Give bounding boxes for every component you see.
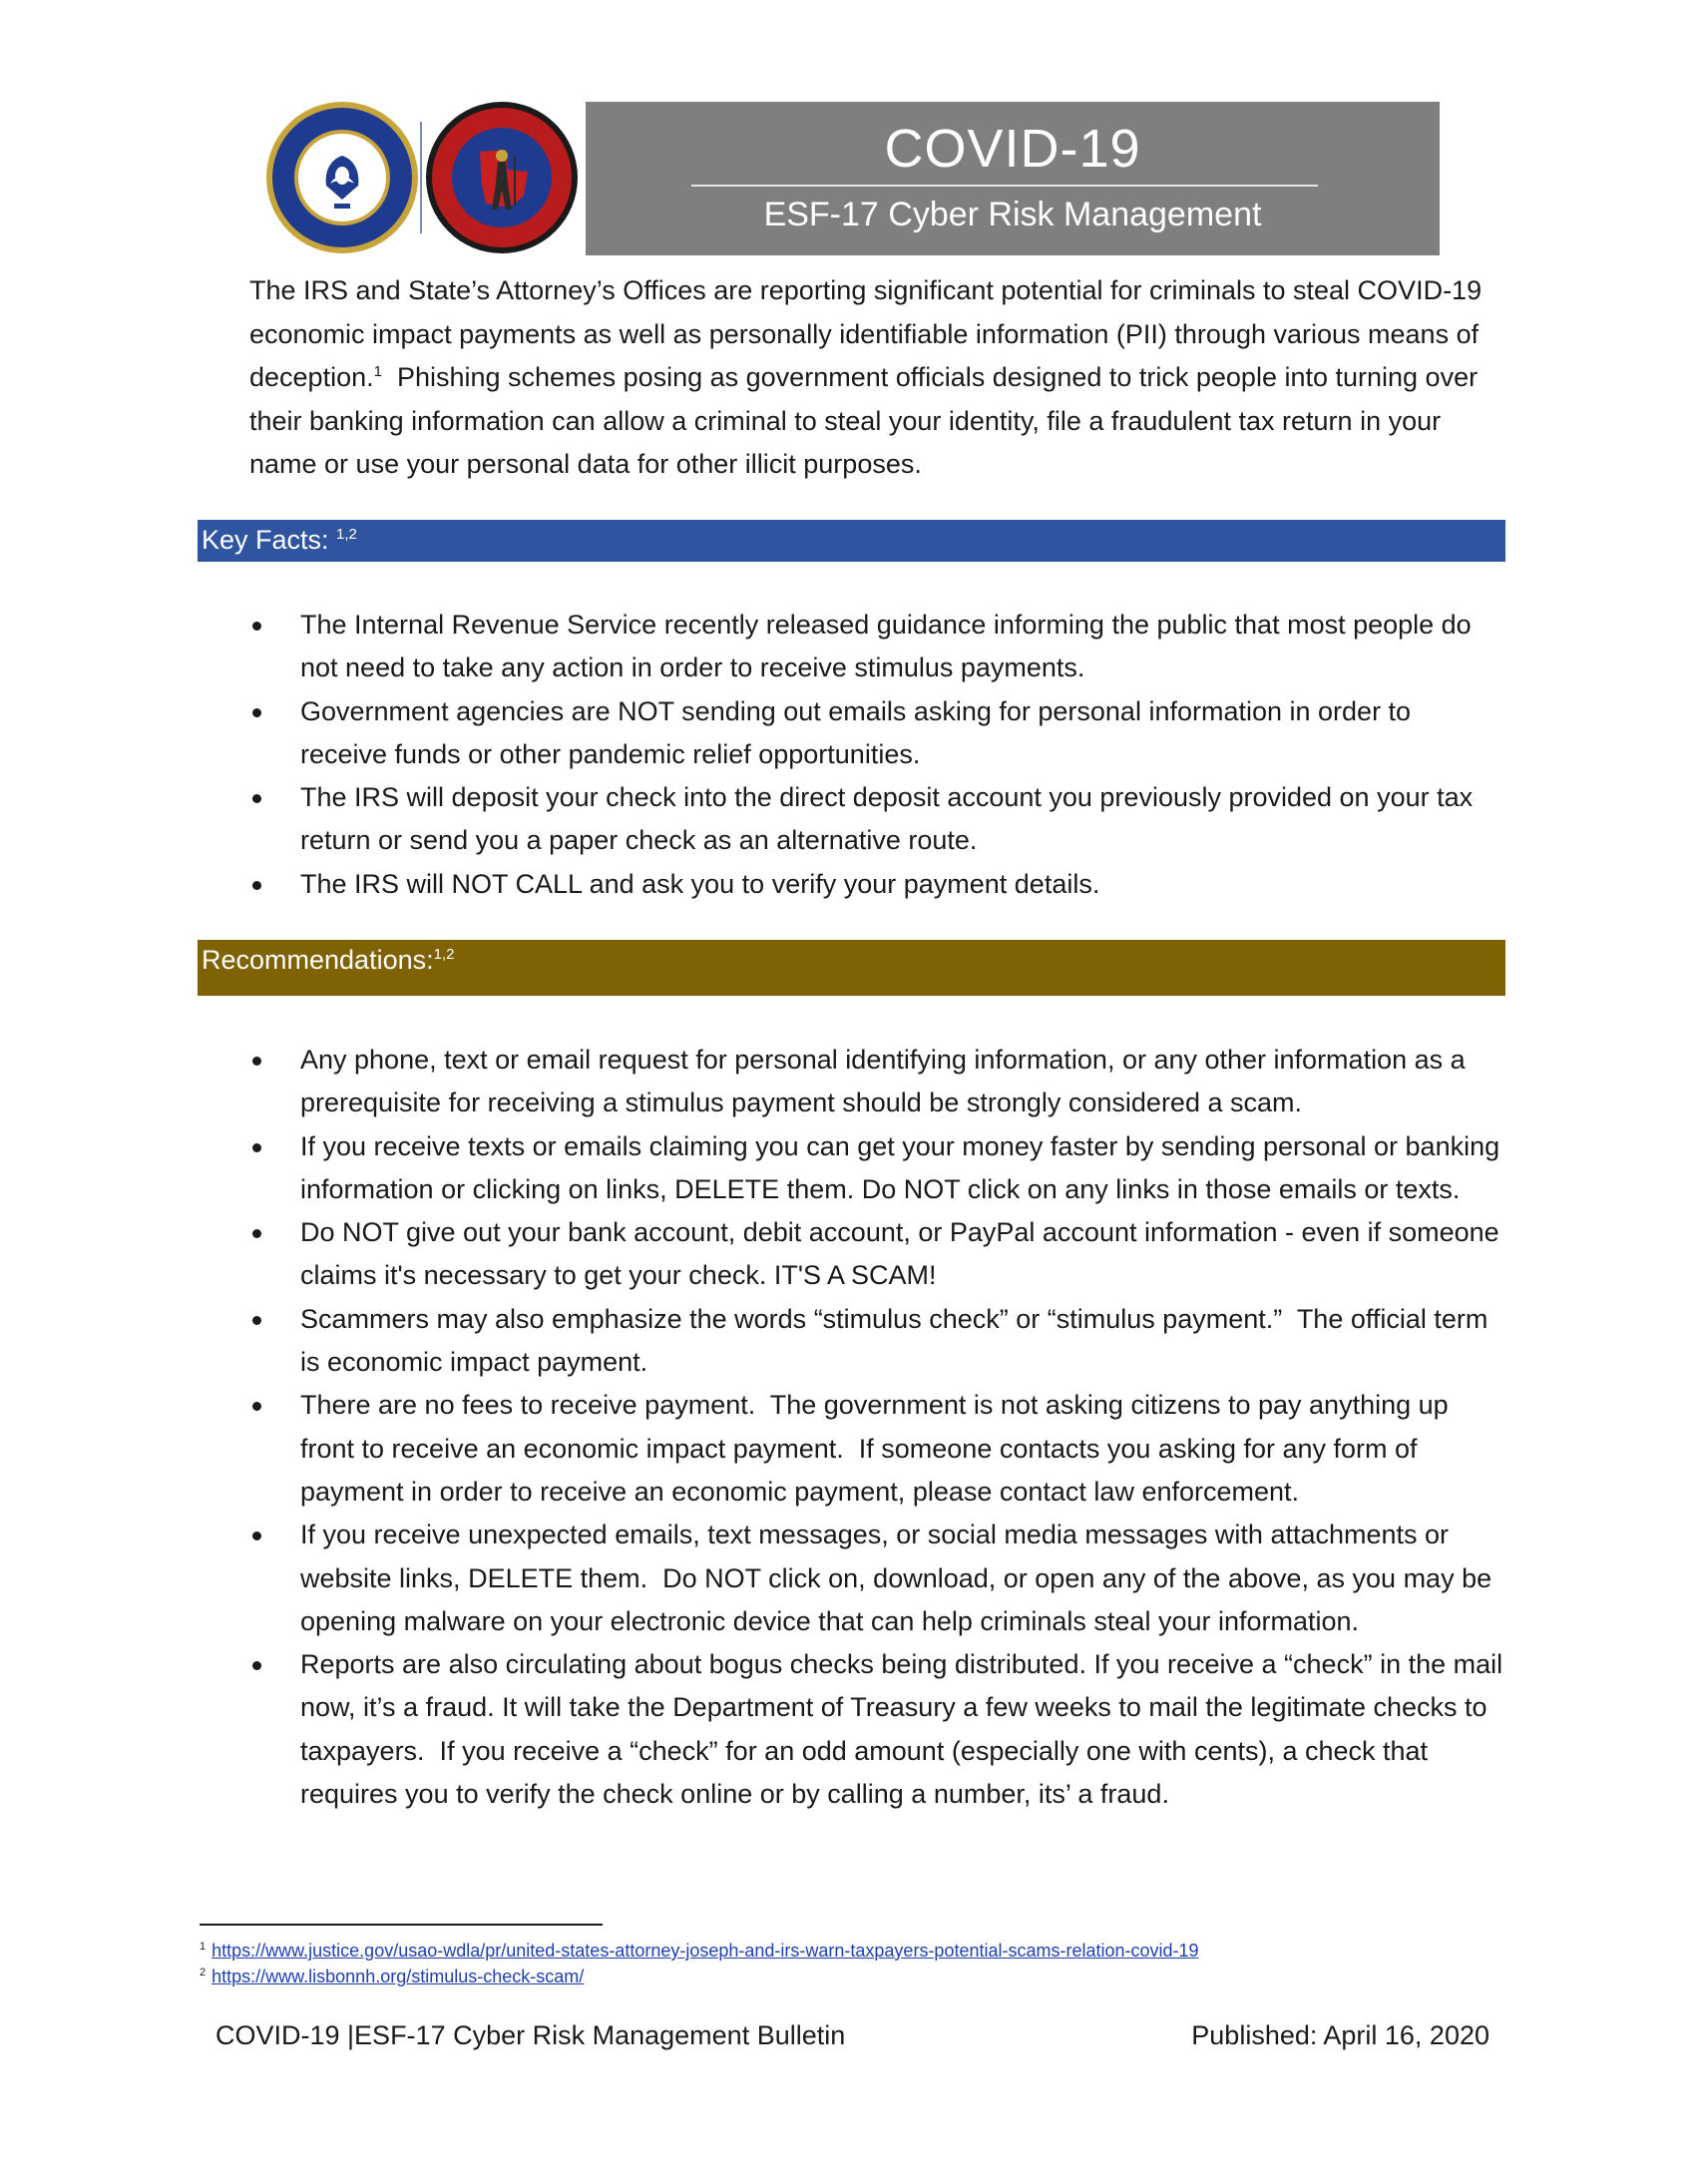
bullet-icon bbox=[252, 1661, 261, 1670]
recommendation-text: Do NOT give out your bank account, debit account, or PayPal account information - even if someone claims it's necessary to get your check. IT'S A SCAM! bbox=[300, 1217, 1499, 1291]
footnote-1 bbox=[200, 1938, 1199, 1964]
recommendation-text: Scammers may also emphasize the words “stimulus check” or “stimulus payment.” The official term is economic impact payment. bbox=[300, 1303, 1495, 1378]
key-fact-item bbox=[249, 690, 1504, 777]
page-footer bbox=[215, 2020, 1489, 2051]
bullet-icon bbox=[252, 1057, 261, 1066]
recommendation-text: If you receive unexpected emails, text messages, or social media messages with attachments or website links, DELETE them. Do NOT click on, download, or open any of the above, as you may be opening malware on your electronic device that can help criminals steal your information. bbox=[300, 1520, 1499, 1636]
recommendation-item bbox=[249, 1384, 1504, 1514]
key-fact-text: The IRS will deposit your check into the direct deposit account you previously provided on your tax return or send you a paper check as an alternative route. bbox=[300, 782, 1474, 856]
intro-paragraph bbox=[249, 269, 1496, 487]
title-banner bbox=[586, 102, 1440, 255]
bulletin-header bbox=[264, 100, 1440, 259]
bullet-icon bbox=[252, 708, 261, 717]
key-facts-list bbox=[249, 604, 1504, 906]
bullet-icon bbox=[252, 1143, 261, 1152]
recommendation-text: Reports are also circulating about bogus checks being distributed. If you receive a “check” in the mail now, it’s a fraud. It will take the Department of Treasury a few weeks to mail the legitimate checks to taxpayers. If you receive a “check” for an odd amount (especially one with cents), a check that requires you to verify the check online or by calling a number, its’ a fraud. bbox=[300, 1649, 1510, 1810]
footer-bulletin-name: COVID-19 |ESF-17 Cyber Risk Management Bulletin bbox=[215, 2020, 846, 2050]
bullet-icon bbox=[252, 622, 261, 631]
bullet-icon bbox=[252, 1229, 261, 1238]
key-fact-text: The IRS will NOT CALL and ask you to verify your payment details. bbox=[300, 868, 1100, 899]
footnotes bbox=[200, 1938, 1199, 1989]
recommendation-text: If you receive texts or emails claiming you can get your money faster by sending personal or banking information or clicking on links, DELETE them. Do NOT click on any links in those emails or texts. bbox=[300, 1130, 1500, 1204]
recommendation-item bbox=[249, 1125, 1504, 1212]
recommendation-text: There are no fees to receive payment. The government is not asking citizens to pay anything up front to receive an economic impact payment. If someone contacts you asking for any form of payment in order to receive an economic payment, please contact law enforcement. bbox=[300, 1390, 1457, 1507]
recommendation-text: Any phone, text or email request for personal identifying information, or any other information as a prerequisite for receiving a stimulus payment should be strongly considered a scam. bbox=[300, 1045, 1466, 1118]
footnote-link-lisbonnh[interactable]: https://www.lisbonnh.org/stimulus-check-scam/ bbox=[212, 1966, 585, 1986]
bullet-icon bbox=[252, 881, 261, 890]
recommendations-list bbox=[249, 1039, 1510, 1816]
logo-divider bbox=[420, 122, 422, 233]
key-fact-item bbox=[249, 604, 1504, 690]
key-fact-text: Government agencies are NOT sending out emails asking for personal information in order to receive funds or other pandemic relief opportunities. bbox=[300, 695, 1412, 769]
recommendation-item bbox=[249, 1514, 1504, 1643]
footnote-link-justice-gov[interactable]: https://www.justice.gov/usao-wdla/pr/united-states-attorney-joseph-and-irs-warn-taxpayers-potential-scams-relation-covid-19 bbox=[212, 1941, 1199, 1961]
recommendation-item bbox=[249, 1298, 1504, 1385]
title-divider bbox=[691, 185, 1318, 187]
recommendation-item bbox=[249, 1211, 1504, 1298]
bulletin-subtitle: ESF-17 Cyber Risk Management bbox=[763, 196, 1262, 233]
intro-footnote-ref: 1 bbox=[373, 363, 382, 380]
key-fact-item bbox=[249, 776, 1504, 863]
key-facts-heading bbox=[198, 520, 1505, 562]
recommendations-footnote-ref: 1,2 bbox=[433, 946, 455, 963]
footnote-separator bbox=[200, 1924, 603, 1926]
bullet-icon bbox=[252, 1531, 261, 1540]
footer-published-date: Published: April 16, 2020 bbox=[1191, 2020, 1489, 2050]
footnote-number: 2 bbox=[200, 1966, 207, 1978]
intro-text-part1: The IRS and State’s Attorney’s Offices are reporting significant potential for criminals to steal COVID-19 economic impact payments as well as personally identifiable information (PII) through various means of deception. bbox=[249, 275, 1483, 392]
bullet-icon bbox=[252, 1316, 261, 1325]
key-fact-item bbox=[249, 863, 1504, 906]
gohsep-seal-logo bbox=[264, 100, 420, 255]
bullet-icon bbox=[252, 794, 261, 803]
recommendations-heading bbox=[198, 940, 1505, 996]
footnote-number: 1 bbox=[200, 1941, 207, 1953]
recommendations-heading-label: Recommendations: bbox=[202, 945, 434, 975]
key-facts-footnote-ref: 1,2 bbox=[336, 526, 357, 543]
recommendation-item bbox=[249, 1039, 1504, 1125]
recommendation-item bbox=[249, 1643, 1510, 1816]
intro-text-part2: Phishing schemes posing as government officials designed to trick people into turning over their banking information can allow a criminal to steal your identity, file a fraudulent tax return in your name or use your personal data for other illicit purposes. bbox=[249, 362, 1485, 479]
key-facts-heading-label: Key Facts: bbox=[202, 525, 337, 555]
footnote-2 bbox=[200, 1964, 1199, 1989]
bulletin-title: COVID-19 bbox=[884, 119, 1141, 179]
key-fact-text: The Internal Revenue Service recently released guidance informing the public that most people do not need to take any action in order to receive stimulus payments. bbox=[300, 610, 1472, 683]
bullet-icon bbox=[252, 1402, 261, 1411]
louisiana-national-guard-seal-logo bbox=[424, 100, 580, 255]
